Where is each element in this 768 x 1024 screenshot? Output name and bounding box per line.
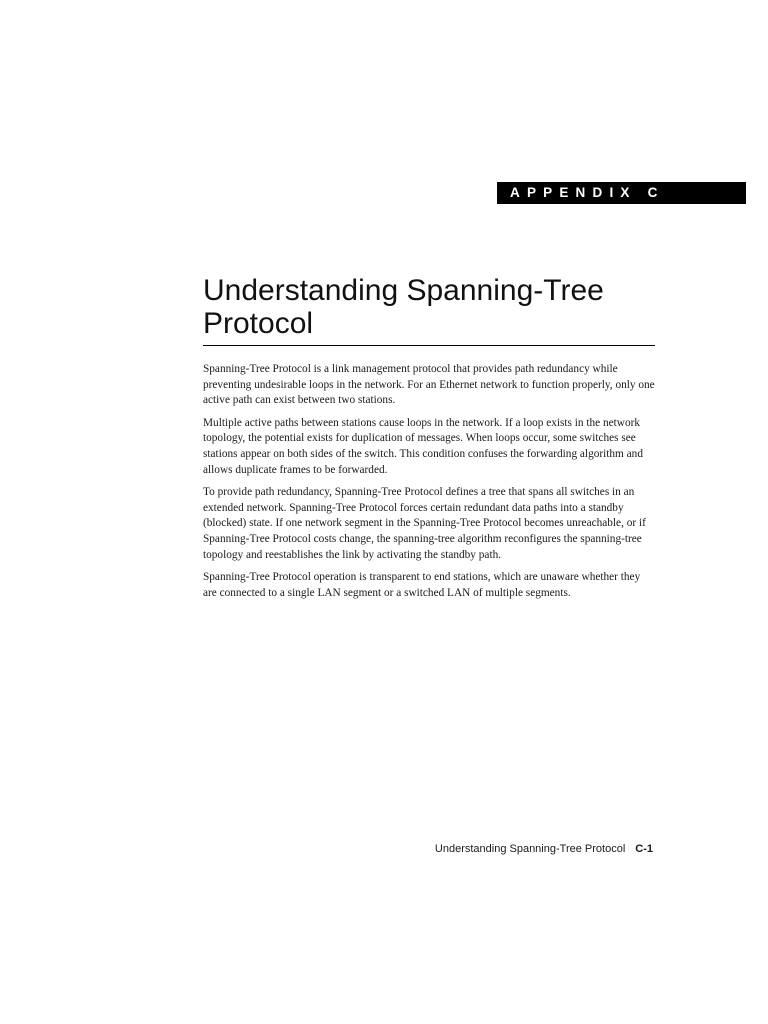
paragraph-4: Spanning-Tree Protocol operation is transparent to end stations, which are unaware whether they are connected to a single LAN segment or a switched LAN of multiple segments.	[203, 571, 641, 599]
appendix-banner	[497, 182, 746, 204]
chapter-title: Understanding Spanning-Tree Protocol	[203, 274, 604, 340]
title-divider	[203, 345, 655, 346]
appendix-label: APPENDIX C	[510, 185, 665, 200]
footer-running-title: Understanding Spanning-Tree Protocol	[434, 843, 626, 855]
paragraph-2: Multiple active paths between stations cause loops in the network. If a loop exists in the network topology, the potential exists for duplication of messages. When loops occur, some switches see stations appear on both sides of the switch. This condition confuses the forwarding algorithm and allows duplicate frames to be forwarded.	[203, 416, 643, 476]
paragraph-3: To provide path redundancy, Spanning-Tree Protocol defines a tree that spans all switches in an extended network. Spanning-Tree Protocol forces certain redundant data paths into a standby (blocked) state. If one network segment in the Spanning-Tree Protocol becomes unreachable, or if Spanning-Tree Protocol costs change, the spanning-tree algorithm reconfigures the spanning-tree topology and reestablishes the link by activating the standby path.	[203, 486, 646, 561]
footer-page-number: C-1	[635, 843, 653, 855]
body-text	[203, 362, 655, 608]
paragraph-1: Spanning-Tree Protocol is a link management protocol that provides path redundancy while preventing undesirable loops in the network. For an Ethernet network to function properly, only one active path can exist between two stations.	[203, 363, 655, 407]
page-footer	[203, 843, 653, 855]
